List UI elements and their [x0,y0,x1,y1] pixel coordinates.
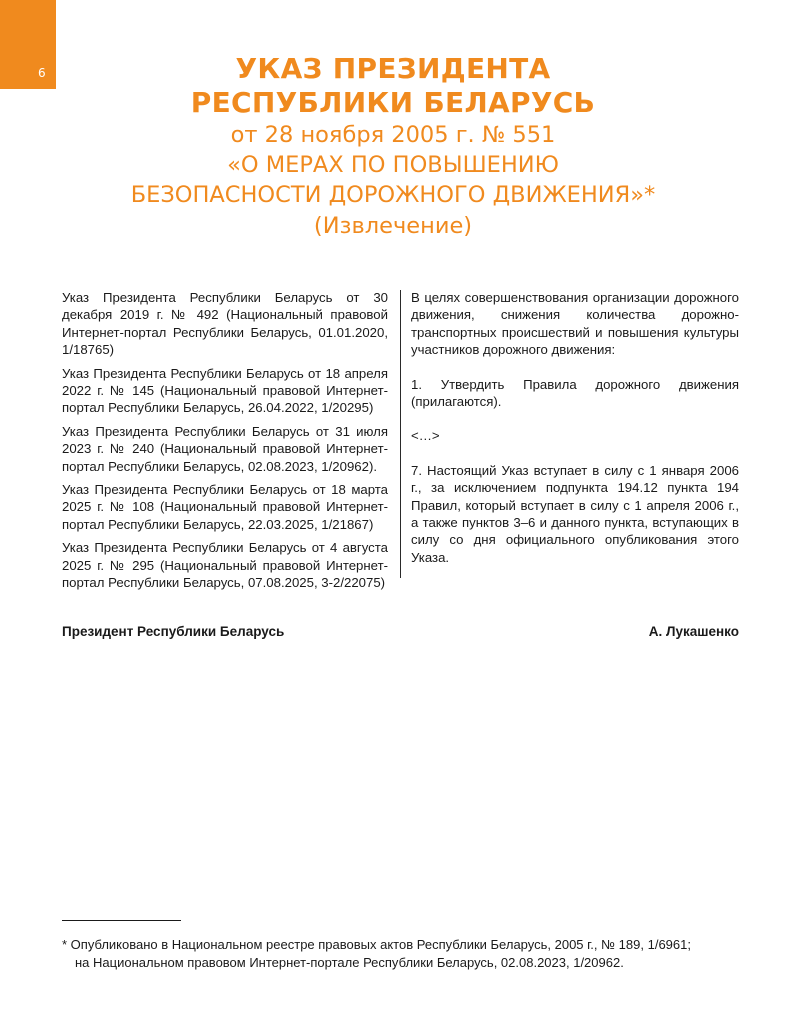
document-title [0,52,786,242]
title-excerpt-note: (Извлечение) [313,213,473,239]
column-divider [400,290,401,578]
amendment-entry: Указ Президента Республики Беларусь от 18 апреля 2022 г. № 145 (Национальный правовой Интернет-портал Республики Беларусь, 26.04.2022, 1/20295) [62,365,388,416]
amendment-entry: Указ Президента Республики Беларусь от 30 декабря 2019 г. № 492 (Национальный правовой Интернет-портал Республики Беларусь, 01.01.2020, 1/18765) [62,290,388,358]
title-line-2: РЕСПУБЛИКИ БЕЛАРУСЬ [190,86,596,119]
footnote-line-2: на Национальном правовом Интернет-портале Республики Беларусь, 02.08.2023, 1/20962. [75,954,624,970]
signatory-position: Президент Республики Беларусь [62,624,285,639]
title-date-number: от 28 ноября 2005 г. № 551 [230,122,556,148]
signatory-name: А. Лукашенко [648,624,739,639]
title-line-1: УКАЗ ПРЕЗИДЕНТА [235,52,551,85]
amendments-list [62,289,388,598]
page-number: 6 [38,66,46,80]
preamble-paragraph: В целях совершенствования организации дорожного движения, снижения количества дорожно-транспортных происшествий и повышения культуры участников дорожного движения: [411,290,739,358]
amendment-entry: Указ Президента Республики Беларусь от 31 июля 2023 г. № 240 (Национальный правовой Интернет-портал Республики Беларусь, 02.08.2023, 1/20962). [62,423,388,474]
item-1-paragraph: 1. Утвердить Правила дорожного движения (прилагаются). [411,376,739,410]
footnote-line-1: * Опубликовано в Национальном реестре правовых актов Республики Беларусь, 2005 г., № 189, 1/6961; [62,937,691,952]
footnote-rule [62,920,181,921]
omission-marker: <…> [411,428,440,444]
title-subject-line-1: «О МЕРАХ ПО ПОВЫШЕНИЮ [227,152,559,178]
amendment-entry: Указ Президента Республики Беларусь от 18 марта 2025 г. № 108 (Национальный правовой Интернет-портал Республики Беларусь, 22.03.2025, 1/21867) [62,482,388,532]
footnote [62,936,752,971]
item-7-paragraph: 7. Настоящий Указ вступает в силу с 1 января 2006 г., за исключением подпункта 194.12 пункта 194 Правил, который вступает в силу с 1 апреля 2006 г., а также пунктов 3–6 и данного пункта, вступающих в силу со дня официального опубликования этого Указа. [411,462,739,565]
title-subject-line-2: БЕЗОПАСНОСТИ ДОРОЖНОГО ДВИЖЕНИЯ»* [130,182,656,208]
amendment-entry: Указ Президента Республики Беларусь от 4 августа 2025 г. № 295 (Национальный правовой Интернет-портал Республики Беларусь, 07.08.2025, 3-2/22075) [62,540,388,591]
decree-body [411,289,739,566]
